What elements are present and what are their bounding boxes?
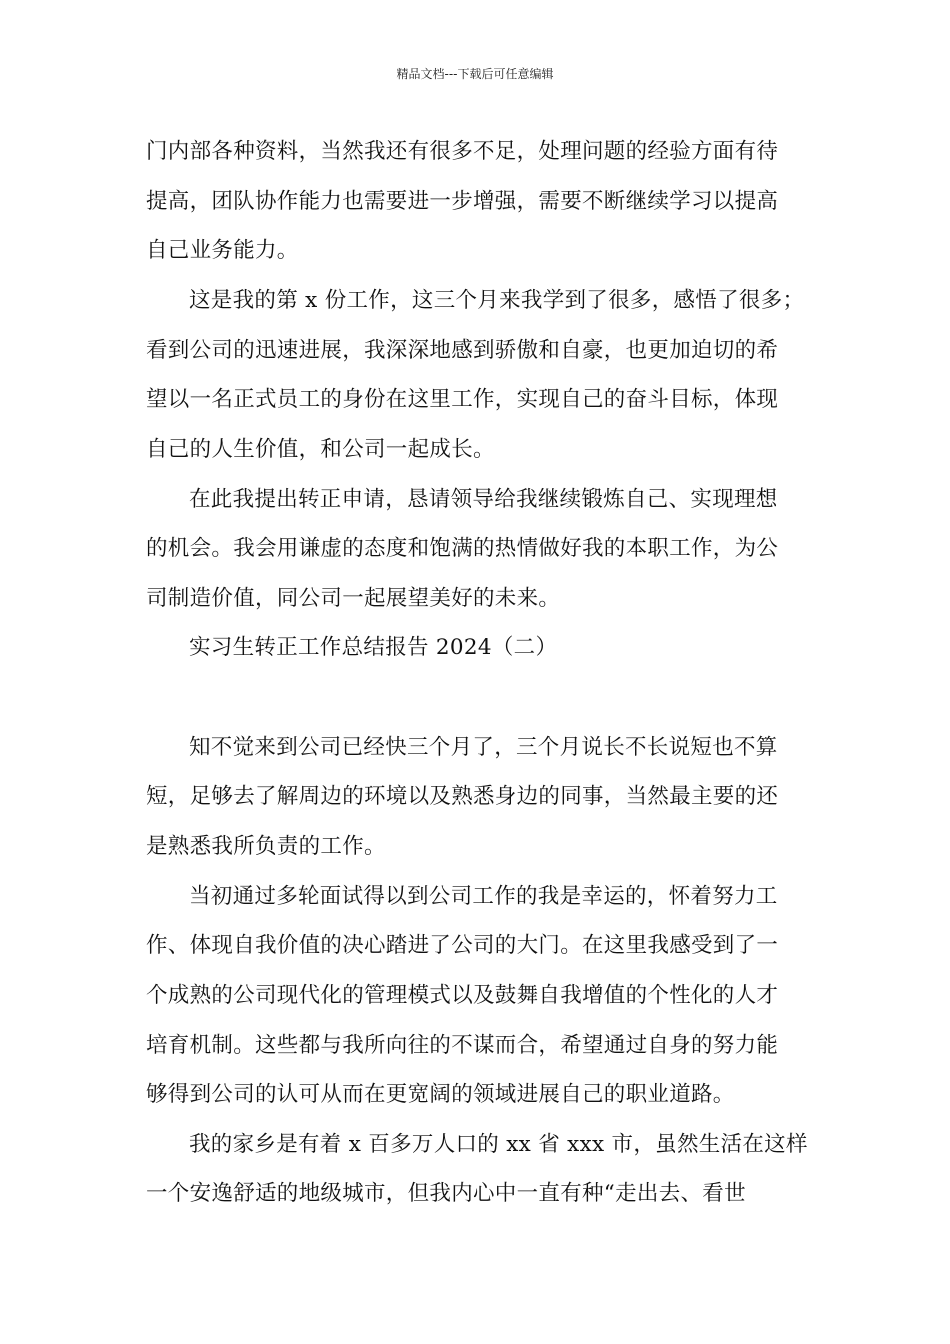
paragraph-first-line: 我的家乡是有着 x 百多万人口的 xx 省 xxx 市，虽然生活在这样 (189, 1132, 808, 1157)
body-line: 门内部各种资料，当然我还有很多不足，处理问题的经验方面有待 (146, 139, 779, 164)
body-line: 看到公司的迅速进展，我深深地感到骄傲和自豪，也更加迫切的希 (146, 338, 779, 363)
paragraph-first-line: 这是我的第 x 份工作，这三个月来我学到了很多，感悟了很多； (189, 288, 805, 313)
body-line: 提高，团队协作能力也需要进一步增强，需要不断继续学习以提高 (146, 189, 779, 214)
body-line: 短，足够去了解周边的环境以及熟悉身边的同事，当然最主要的还 (146, 784, 779, 809)
paragraph-first-line: 在此我提出转正申请，恳请领导给我继续锻炼自己、实现理想 (189, 487, 778, 512)
page-header: 精品文档---下载后可任意编辑 (396, 67, 554, 81)
body-line: 自己的人生价值，和公司一起成长。 (146, 437, 495, 462)
body-line: 是熟悉我所负责的工作。 (146, 834, 386, 859)
body-line: 司制造价值，同公司一起展望美好的未来。 (146, 586, 561, 611)
paragraph-first-line: 知不觉来到公司已经快三个月了，三个月说长不长说短也不算 (189, 735, 778, 760)
body-line: 一个安逸舒适的地级城市，但我内心中一直有种“走出去、看世 (146, 1181, 746, 1206)
body-line: 作、体现自我价值的决心踏进了公司的大门。在这里我感受到了一 (146, 933, 779, 958)
section-title: 实习生转正工作总结报告 2024（二） (189, 635, 558, 660)
body-line: 望以一名正式员工的身份在这里工作，实现自己的奋斗目标，体现 (146, 387, 779, 412)
body-line: 的机会。我会用谦虚的态度和饱满的热情做好我的本职工作，为公 (146, 536, 779, 561)
body-line: 够得到公司的认可从而在更宽阔的领域进展自己的职业道路。 (146, 1082, 735, 1107)
body-line: 培育机制。这些都与我所向往的不谋而合，希望通过自身的努力能 (146, 1033, 779, 1058)
body-line: 自己业务能力。 (146, 238, 299, 263)
paragraph-first-line: 当初通过多轮面试得以到公司工作的我是幸运的，怀着努力工 (189, 884, 778, 909)
body-line: 个成熟的公司现代化的管理模式以及鼓舞自我增值的个性化的人才 (146, 983, 779, 1008)
